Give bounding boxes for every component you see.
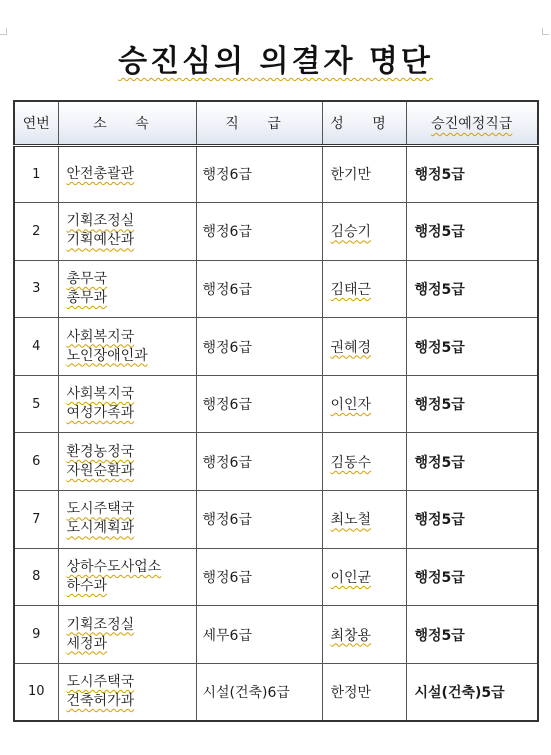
name-cell: [322, 203, 406, 261]
table-row: [14, 433, 538, 491]
header-no: 연번: [14, 101, 58, 145]
name-text: 권혜경: [330, 339, 372, 356]
department-cell: [58, 260, 196, 318]
name-cell: [322, 318, 406, 376]
department-line: 사회복지국: [66, 386, 135, 403]
department-cell: [58, 318, 196, 376]
row-number: 10: [14, 663, 58, 721]
promotion-rank-cell: 행정5급: [406, 491, 538, 549]
rank-cell: 세무6급: [196, 606, 322, 664]
department-line: 상하수도사업소: [66, 558, 162, 575]
department-line: 도시주택국: [66, 673, 135, 690]
department-cell: [58, 663, 196, 721]
department-line: 안전총괄관: [66, 165, 135, 182]
row-number: 6: [14, 433, 58, 491]
header-dept: 소 속: [58, 101, 196, 145]
name-cell: 한정만: [322, 663, 406, 721]
row-number: 8: [14, 548, 58, 606]
page-corner-mark: [0, 28, 7, 35]
promotion-rank-cell: 행정5급: [406, 318, 538, 376]
rank-cell: 행정6급: [196, 203, 322, 261]
table-row: [14, 663, 538, 721]
name-text: 김승기: [330, 224, 372, 241]
row-number: 4: [14, 318, 58, 376]
promotion-rank-cell: 행정5급: [406, 606, 538, 664]
name-text: 최노철: [330, 512, 372, 529]
rank-cell: 행정6급: [196, 260, 322, 318]
table-row: [14, 145, 538, 203]
rank-cell: 행정6급: [196, 375, 322, 433]
name-cell: [322, 606, 406, 664]
name-cell: [322, 491, 406, 549]
rank-cell: 시설(건축)6급: [196, 663, 322, 721]
table-row: [14, 491, 538, 549]
department-cell: [58, 145, 196, 203]
promotion-table: [13, 100, 539, 722]
department-cell: [58, 491, 196, 549]
row-number: 2: [14, 203, 58, 261]
name-cell: [322, 260, 406, 318]
table-row: [14, 548, 538, 606]
name-text: 최창용: [330, 627, 372, 644]
department-line: 노인장애인과: [66, 347, 148, 364]
promotion-rank-cell: 행정5급: [406, 433, 538, 491]
department-cell: [58, 606, 196, 664]
department-cell: [58, 375, 196, 433]
name-cell: [322, 433, 406, 491]
name-cell: [322, 375, 406, 433]
name-text: 이인자: [330, 397, 372, 414]
promotion-rank-cell: 행정5급: [406, 548, 538, 606]
department-line: 하수과: [66, 577, 108, 594]
promotion-rank-cell: 행정5급: [406, 375, 538, 433]
department-line: 환경농정국: [66, 443, 135, 460]
department-line: 기획조정실: [66, 616, 135, 633]
promotion-rank-cell: 행정5급: [406, 260, 538, 318]
department-line: 사회복지국: [66, 328, 135, 345]
department-line: 세정과: [66, 635, 108, 652]
department-cell: [58, 433, 196, 491]
department-cell: [58, 203, 196, 261]
row-number: 3: [14, 260, 58, 318]
page-corner-mark: [542, 28, 549, 35]
department-line: 총무과: [66, 289, 108, 306]
table-row: [14, 375, 538, 433]
table-header-row: [14, 101, 538, 145]
row-number: 7: [14, 491, 58, 549]
page-title: 승진심의 의결자 명단: [118, 44, 433, 79]
row-number: 1: [14, 145, 58, 203]
promotion-rank-cell: 시설(건축)5급: [406, 663, 538, 721]
department-cell: [58, 548, 196, 606]
table-row: [14, 318, 538, 376]
department-line: 도시계획과: [66, 520, 135, 537]
rank-cell: 행정6급: [196, 491, 322, 549]
name-cell: 한기만: [322, 145, 406, 203]
name-cell: [322, 548, 406, 606]
department-line: 건축허가과: [66, 692, 135, 709]
header-name: 성 명: [322, 101, 406, 145]
name-text: 이인균: [330, 569, 372, 586]
header-promo: 승진예정직급: [406, 101, 538, 145]
name-text: 김태근: [330, 281, 372, 298]
row-number: 5: [14, 375, 58, 433]
rank-cell: 행정6급: [196, 318, 322, 376]
promotion-rank-cell: 행정5급: [406, 203, 538, 261]
department-line: 자원순환과: [66, 462, 135, 479]
department-line: 기획예산과: [66, 232, 135, 249]
department-line: 도시주택국: [66, 501, 135, 518]
table-row: [14, 260, 538, 318]
rank-cell: 행정6급: [196, 433, 322, 491]
table-row: [14, 606, 538, 664]
table-row: [14, 203, 538, 261]
header-rank: 직 급: [196, 101, 322, 145]
row-number: 9: [14, 606, 58, 664]
rank-cell: 행정6급: [196, 145, 322, 203]
promotion-rank-cell: 행정5급: [406, 145, 538, 203]
name-text: 김동수: [330, 454, 372, 471]
department-line: 기획조정실: [66, 213, 135, 230]
department-line: 여성가족과: [66, 405, 135, 422]
department-line: 총무국: [66, 270, 108, 287]
rank-cell: 행정6급: [196, 548, 322, 606]
